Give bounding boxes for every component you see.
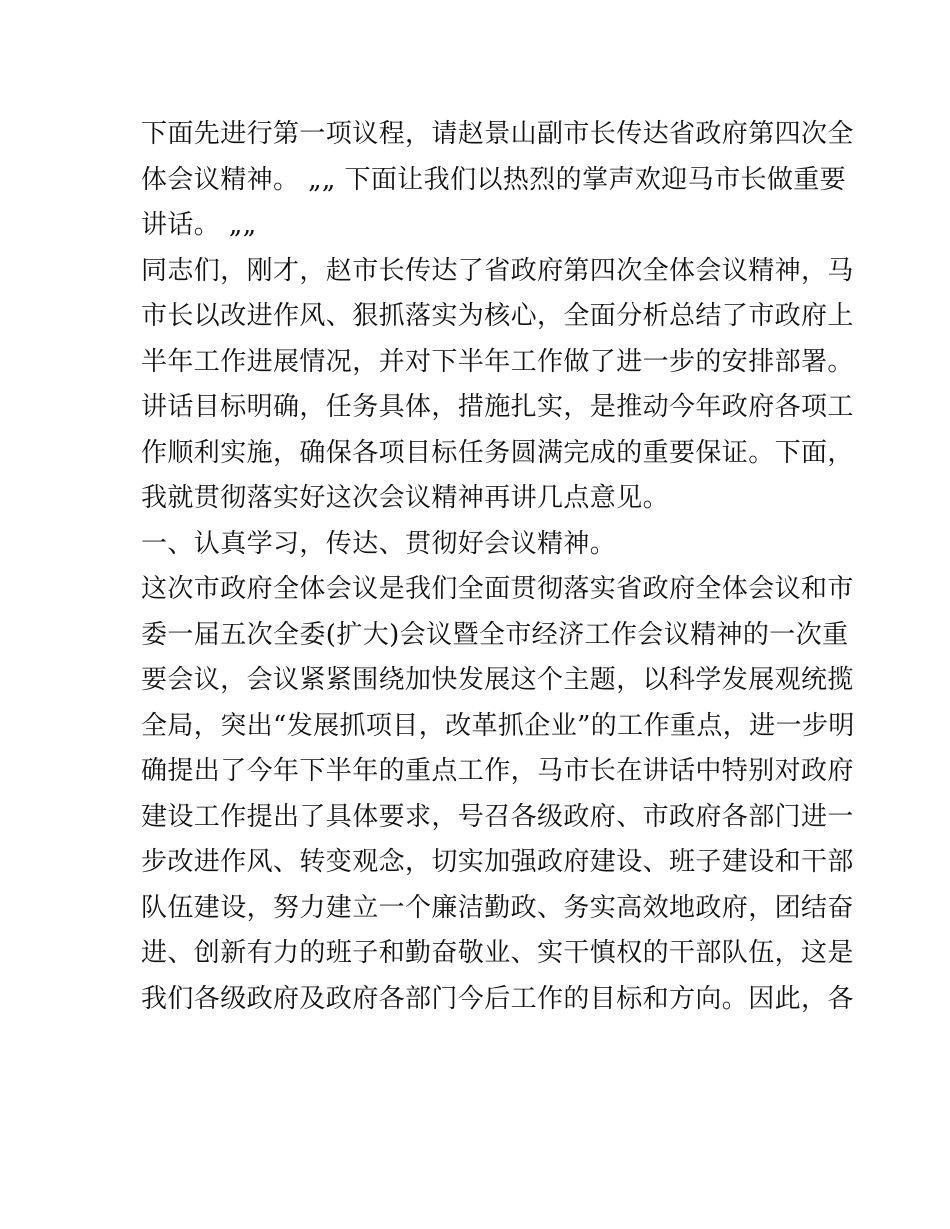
text-line: 我就贯彻落实好这次会议精神再讲几点意见。 xyxy=(141,483,670,513)
text-line: 讲话目标明确，任务具体，措施扎实，是推动今年政府各项工 xyxy=(141,392,854,422)
text-line: 同志们，刚才，赵市长传达了省政府第四次全体会议精神，马 xyxy=(141,255,854,286)
text-line: 下面先进行第一项议程，请赵景山副市长传达省政府第四次全 xyxy=(141,119,854,149)
text-line: 委一届五次全委(扩大)会议暨全市经济工作会议精神的一次重 xyxy=(141,619,849,650)
text-line: 讲话。 „„ xyxy=(141,210,257,240)
text-line: 这次市政府全体会议是我们全面贯彻落实省政府全体会议和市 xyxy=(141,574,854,604)
text-line: 作顺利实施，确保各项目标任务圆满完成的重要保证。下面， xyxy=(141,437,854,468)
section-heading: 一、认真学习，传达、贯彻好会议精神。 xyxy=(141,528,617,559)
document-body xyxy=(141,112,855,1022)
text-line: 建设工作提出了具体要求，号召各级政府、市政府各部门进一 xyxy=(141,801,854,832)
text-line: 我们各级政府及政府各部门今后工作的目标和方向。因此，各 xyxy=(141,983,854,1014)
text-line: 步改进作风、转变观念，切实加强政府建设、班子建设和干部 xyxy=(141,847,854,877)
text-line: 半年工作进展情况，并对下半年工作做了进一步的安排部署。 xyxy=(141,346,854,377)
text-line: 市长以改进作风、狠抓落实为核心，全面分析总结了市政府上 xyxy=(141,301,854,331)
text-line: 进、创新有力的班子和勤奋敬业、实干慎权的干部队伍，这是 xyxy=(141,938,854,968)
text-line: 要会议，会议紧紧围绕加快发展这个主题，以科学发展观统揽 xyxy=(141,665,854,695)
text-line: 全局，突出“发展抓项目，改革抓企业”的工作重点，进一步明 xyxy=(141,710,855,741)
text-line: 体会议精神。 „„ 下面让我们以热烈的掌声欢迎马市长做重要 xyxy=(141,164,847,195)
text-line: 队伍建设，努力建立一个廉洁勤政、务实高效地政府，团结奋 xyxy=(141,892,854,923)
text-line: 确提出了今年下半年的重点工作，马市长在讲话中特别对政府 xyxy=(141,756,854,786)
